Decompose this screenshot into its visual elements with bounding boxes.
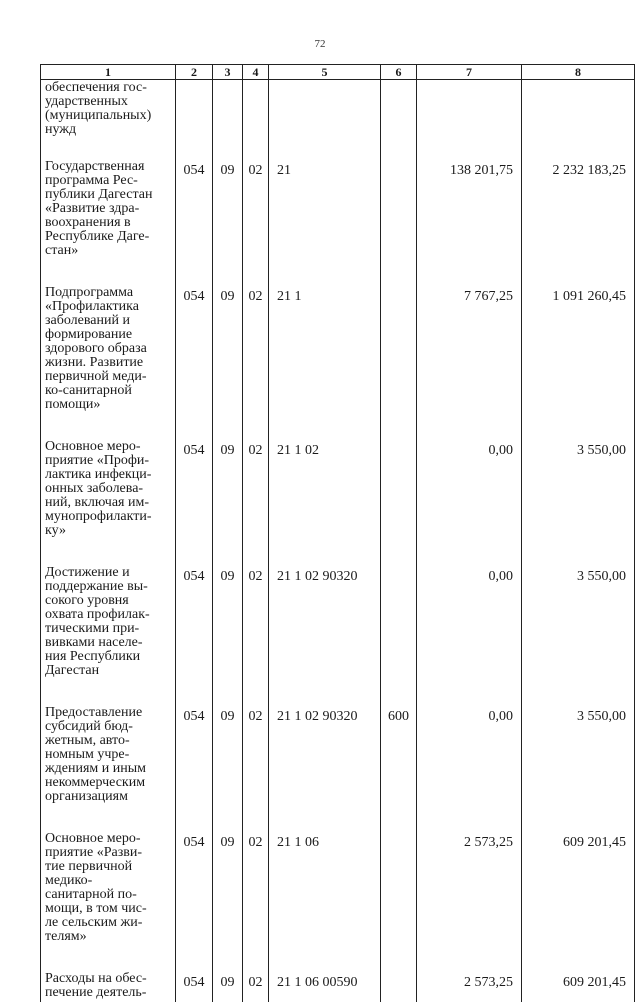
name-line: мощи, в том чис- xyxy=(45,902,171,916)
name-line: ко-санитарной xyxy=(45,384,171,398)
amount-col8-cell: 3 550,00 xyxy=(522,705,635,804)
amount-col7-cell: 138 201,75 xyxy=(417,159,522,258)
name-line: Расходы на обес- xyxy=(45,972,171,986)
name-line: формирование xyxy=(45,328,171,342)
target-article-cell: 21 1 02 90320 xyxy=(269,705,381,804)
ministry-code-cell: 054 xyxy=(176,159,213,258)
name-line: поддержание вы- xyxy=(45,580,171,594)
name-line: жизни. Развитие xyxy=(45,356,171,370)
column-header-5: 5 xyxy=(269,65,381,80)
name-line: лактика инфекци- xyxy=(45,468,171,482)
expense-type-cell xyxy=(381,159,417,258)
name-line: приятие «Разви- xyxy=(45,846,171,860)
name-line: субсидий бюд- xyxy=(45,720,171,734)
subsection-code-cell: 02 xyxy=(243,159,269,258)
column-header-3: 3 xyxy=(213,65,243,80)
name-line: мунопрофилакти- xyxy=(45,510,171,524)
name-line: Достижение и xyxy=(45,566,171,580)
column-header-7: 7 xyxy=(417,65,522,80)
name-line: «Развитие здра- xyxy=(45,202,171,216)
section-code-cell: 09 xyxy=(213,831,243,944)
name-line: «Профилактика xyxy=(45,300,171,314)
row-name xyxy=(41,831,176,944)
table-row xyxy=(41,285,635,412)
name-line: печение деятель- xyxy=(45,986,171,1000)
column-header-4: 4 xyxy=(243,65,269,80)
name-line: нужд xyxy=(45,123,171,137)
header-row xyxy=(41,65,635,80)
name-line: сокого уровня xyxy=(45,594,171,608)
amount-col7-cell: 0,00 xyxy=(417,705,522,804)
target-article-cell: 21 xyxy=(269,159,381,258)
amount-col8-cell: 3 550,00 xyxy=(522,565,635,678)
target-article-cell: 21 1 06 xyxy=(269,831,381,944)
name-line: ния Республики xyxy=(45,650,171,664)
name-line: тие первичной xyxy=(45,860,171,874)
name-line: санитарной по- xyxy=(45,888,171,902)
name-line: здорового образа xyxy=(45,342,171,356)
name-line: онных заболева- xyxy=(45,482,171,496)
subsection-code-cell: 02 xyxy=(243,565,269,678)
table-row xyxy=(41,159,635,258)
name-line: номным учре- xyxy=(45,748,171,762)
name-line: тическими при- xyxy=(45,622,171,636)
name-line: жетным, авто- xyxy=(45,734,171,748)
name-line: программа Рес- xyxy=(45,174,171,188)
column-header-8: 8 xyxy=(522,65,635,80)
ministry-code-cell: 054 xyxy=(176,971,213,1002)
ministry-code-cell: 054 xyxy=(176,285,213,412)
name-line: ний, включая им- xyxy=(45,496,171,510)
subsection-code-cell: 02 xyxy=(243,971,269,1002)
section-code-cell: 09 xyxy=(213,285,243,412)
column-header-1: 1 xyxy=(41,65,176,80)
name-line: публики Дагестан xyxy=(45,188,171,202)
section-code-cell: 09 xyxy=(213,705,243,804)
name-line: Подпрограмма xyxy=(45,286,171,300)
name-line: приятие «Профи- xyxy=(45,454,171,468)
section-code-cell: 09 xyxy=(213,159,243,258)
section-code-cell: 09 xyxy=(213,439,243,538)
row-name xyxy=(41,80,176,138)
name-line: телям» xyxy=(45,930,171,944)
amount-col7-cell: 0,00 xyxy=(417,439,522,538)
expense-type-cell xyxy=(381,565,417,678)
subsection-code-cell: 02 xyxy=(243,439,269,538)
row-name xyxy=(41,565,176,678)
amount-col7-cell: 2 573,25 xyxy=(417,831,522,944)
name-line: первичной меди- xyxy=(45,370,171,384)
name-line: медико- xyxy=(45,874,171,888)
name-line: ку» xyxy=(45,524,171,538)
amount-col7-cell: 7 767,25 xyxy=(417,285,522,412)
row-name xyxy=(41,285,176,412)
page-number: 72 xyxy=(0,38,640,50)
column-header-2: 2 xyxy=(176,65,213,80)
amount-col8-cell: 2 232 183,25 xyxy=(522,159,635,258)
table-row xyxy=(41,80,635,138)
subsection-code-cell: 02 xyxy=(243,285,269,412)
section-code-cell: 09 xyxy=(213,565,243,678)
name-line: вивками населе- xyxy=(45,636,171,650)
column-header-6: 6 xyxy=(381,65,417,80)
subsection-code-cell: 02 xyxy=(243,705,269,804)
table-row xyxy=(41,971,635,1002)
amount-col7-cell: 2 573,25 xyxy=(417,971,522,1002)
row-name xyxy=(41,971,176,1002)
amount-col8-cell: 3 550,00 xyxy=(522,439,635,538)
ministry-code-cell: 054 xyxy=(176,565,213,678)
expense-type-cell xyxy=(381,285,417,412)
section-code-cell: 09 xyxy=(213,971,243,1002)
expense-type-cell xyxy=(381,831,417,944)
expense-type-cell: 600 xyxy=(381,705,417,804)
table-row xyxy=(41,831,635,944)
amount-col7-cell: 0,00 xyxy=(417,565,522,678)
name-line: обеспечения гос- xyxy=(45,81,171,95)
name-line: помощи» xyxy=(45,398,171,412)
ministry-code-cell: 054 xyxy=(176,831,213,944)
ministry-code-cell: 054 xyxy=(176,439,213,538)
name-line: ударственных xyxy=(45,95,171,109)
name-line: ле сельским жи- xyxy=(45,916,171,930)
row-name xyxy=(41,159,176,258)
name-line: ждениям и иным xyxy=(45,762,171,776)
name-line: (муниципальных) xyxy=(45,109,171,123)
expense-type-cell xyxy=(381,971,417,1002)
name-line: Основное меро- xyxy=(45,832,171,846)
table-row xyxy=(41,705,635,804)
row-name xyxy=(41,705,176,804)
name-line: заболеваний и xyxy=(45,314,171,328)
amount-col8-cell: 609 201,45 xyxy=(522,971,635,1002)
target-article-cell: 21 1 02 90320 xyxy=(269,565,381,678)
row-name xyxy=(41,439,176,538)
name-line: охвата профилак- xyxy=(45,608,171,622)
name-line: Дагестан xyxy=(45,664,171,678)
target-article-cell: 21 1 xyxy=(269,285,381,412)
ministry-code-cell: 054 xyxy=(176,705,213,804)
budget-table xyxy=(40,64,635,1002)
name-line: Республике Даге- xyxy=(45,230,171,244)
name-line: некоммерческим xyxy=(45,776,171,790)
target-article-cell: 21 1 06 00590 xyxy=(269,971,381,1002)
subsection-code-cell: 02 xyxy=(243,831,269,944)
name-line: Государственная xyxy=(45,160,171,174)
name-line: стан» xyxy=(45,244,171,258)
expense-type-cell xyxy=(381,439,417,538)
name-line: воохранения в xyxy=(45,216,171,230)
table-row xyxy=(41,565,635,678)
table-body xyxy=(41,80,635,1002)
name-line: организациям xyxy=(45,790,171,804)
table-row xyxy=(41,439,635,538)
name-line: Предоставление xyxy=(45,706,171,720)
amount-col8-cell: 1 091 260,45 xyxy=(522,285,635,412)
name-line: Основное меро- xyxy=(45,440,171,454)
amount-col8-cell: 609 201,45 xyxy=(522,831,635,944)
target-article-cell: 21 1 02 xyxy=(269,439,381,538)
